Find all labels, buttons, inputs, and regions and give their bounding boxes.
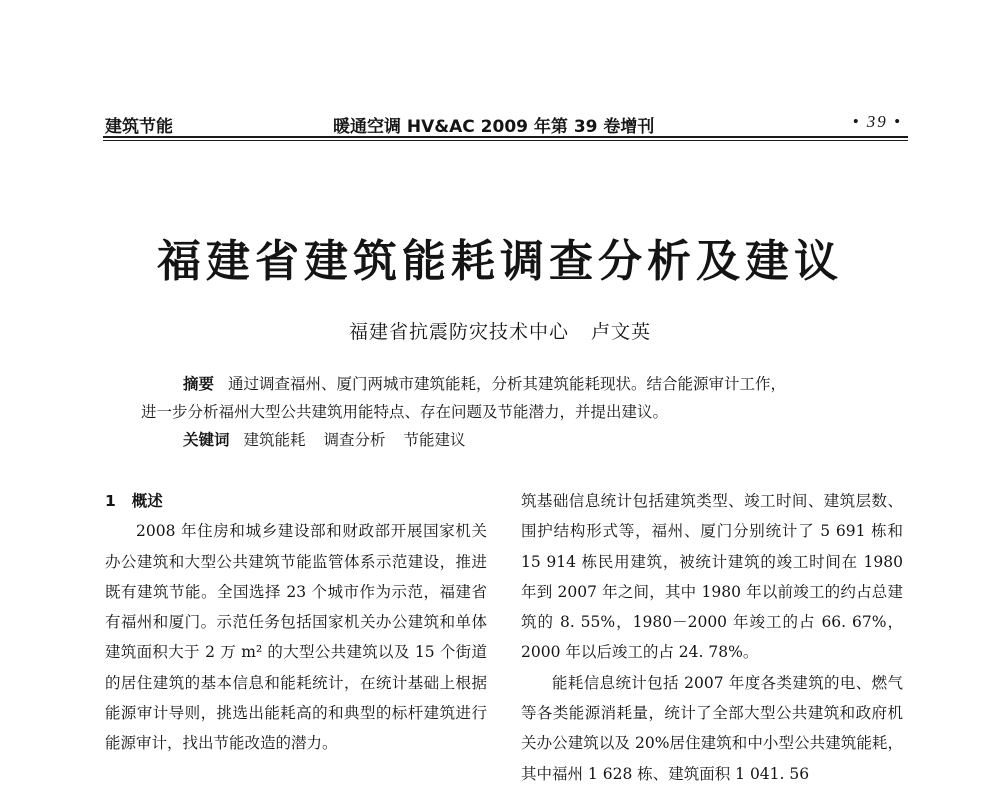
body-paragraph: 筑基础信息统计包括建筑类型、竣工时间、建筑层数、围护结构形式等，福州、厦门分别统计了 5 691 栋和 15 914 栋民用建筑，被统计建筑的竣工时间在 1980 年到 2007 年之间，其中 1980 年以前竣工的约占总建筑的 8. 55%，1980－2000 年竣工的占 66. 67%，2000 年以后竣工的占 24. 78%。: [521, 492, 903, 662]
body-paragraph: 能耗信息统计包括 2007 年度各类建筑的电、燃气等各类能源消耗量，统计了全部大型公共建筑和政府机关办公建筑以及 20%居住建筑和中小型公共建筑能耗，其中福州 1 628 栋、建筑面积 1 041. 56: [521, 673, 903, 783]
header-page-number: • 39 •: [852, 112, 902, 131]
abstract-label: 摘要: [183, 375, 215, 393]
body-paragraph: 2008 年住房和城乡建设部和财政部开展国家机关办公建筑和大型公共建筑节能监管体系示范建设，推进既有建筑节能。全国选择 23 个城市作为示范，福建省有福州和厦门。示范任务包括国家机关办公建筑和单体建筑面积大于 2 万 m² 的大型公共建筑以及 15 个街道的居住建筑的基本信息和能耗统计，在统计基础上根据能源审计导则，挑选出能耗高的和典型的标杆建筑进行能源审计，找出节能改造的潜力。: [105, 522, 487, 753]
body-column-right: [521, 486, 903, 789]
abstract-text-1: 通过调查福州、厦门两城市建筑能耗，分析其建筑能耗现状。结合能源审计工作，: [228, 375, 787, 393]
author: 卢文英: [591, 321, 652, 343]
byline: [0, 317, 1000, 344]
header-section-label: 建筑节能: [105, 117, 173, 137]
header-divider: [103, 140, 908, 141]
article-title: 福建省建筑能耗调查分析及建议: [157, 236, 843, 287]
section-number: 1: [105, 492, 116, 510]
keywords-label: 关键词: [183, 431, 230, 449]
keywords: [183, 428, 484, 450]
keyword: 建筑能耗: [243, 431, 306, 449]
affiliation: 福建省抗震防灾技术中心: [348, 321, 569, 343]
keyword: 节能建议: [403, 431, 466, 449]
abstract-line-2: 进一步分析福州大型公共建筑用能特点、存在问题及节能潜力，并提出建议。: [141, 403, 669, 421]
abstract-line-1: [141, 370, 901, 398]
abstract: [141, 370, 901, 426]
body-column-left: [105, 486, 487, 759]
keyword: 调查分析: [323, 431, 386, 449]
header-journal-info: 暖通空调 HV&AC 2009 年第 39 卷增刊: [333, 117, 655, 137]
running-header: [103, 112, 908, 138]
section-heading: [105, 486, 487, 516]
section-title: 概述: [131, 492, 163, 510]
